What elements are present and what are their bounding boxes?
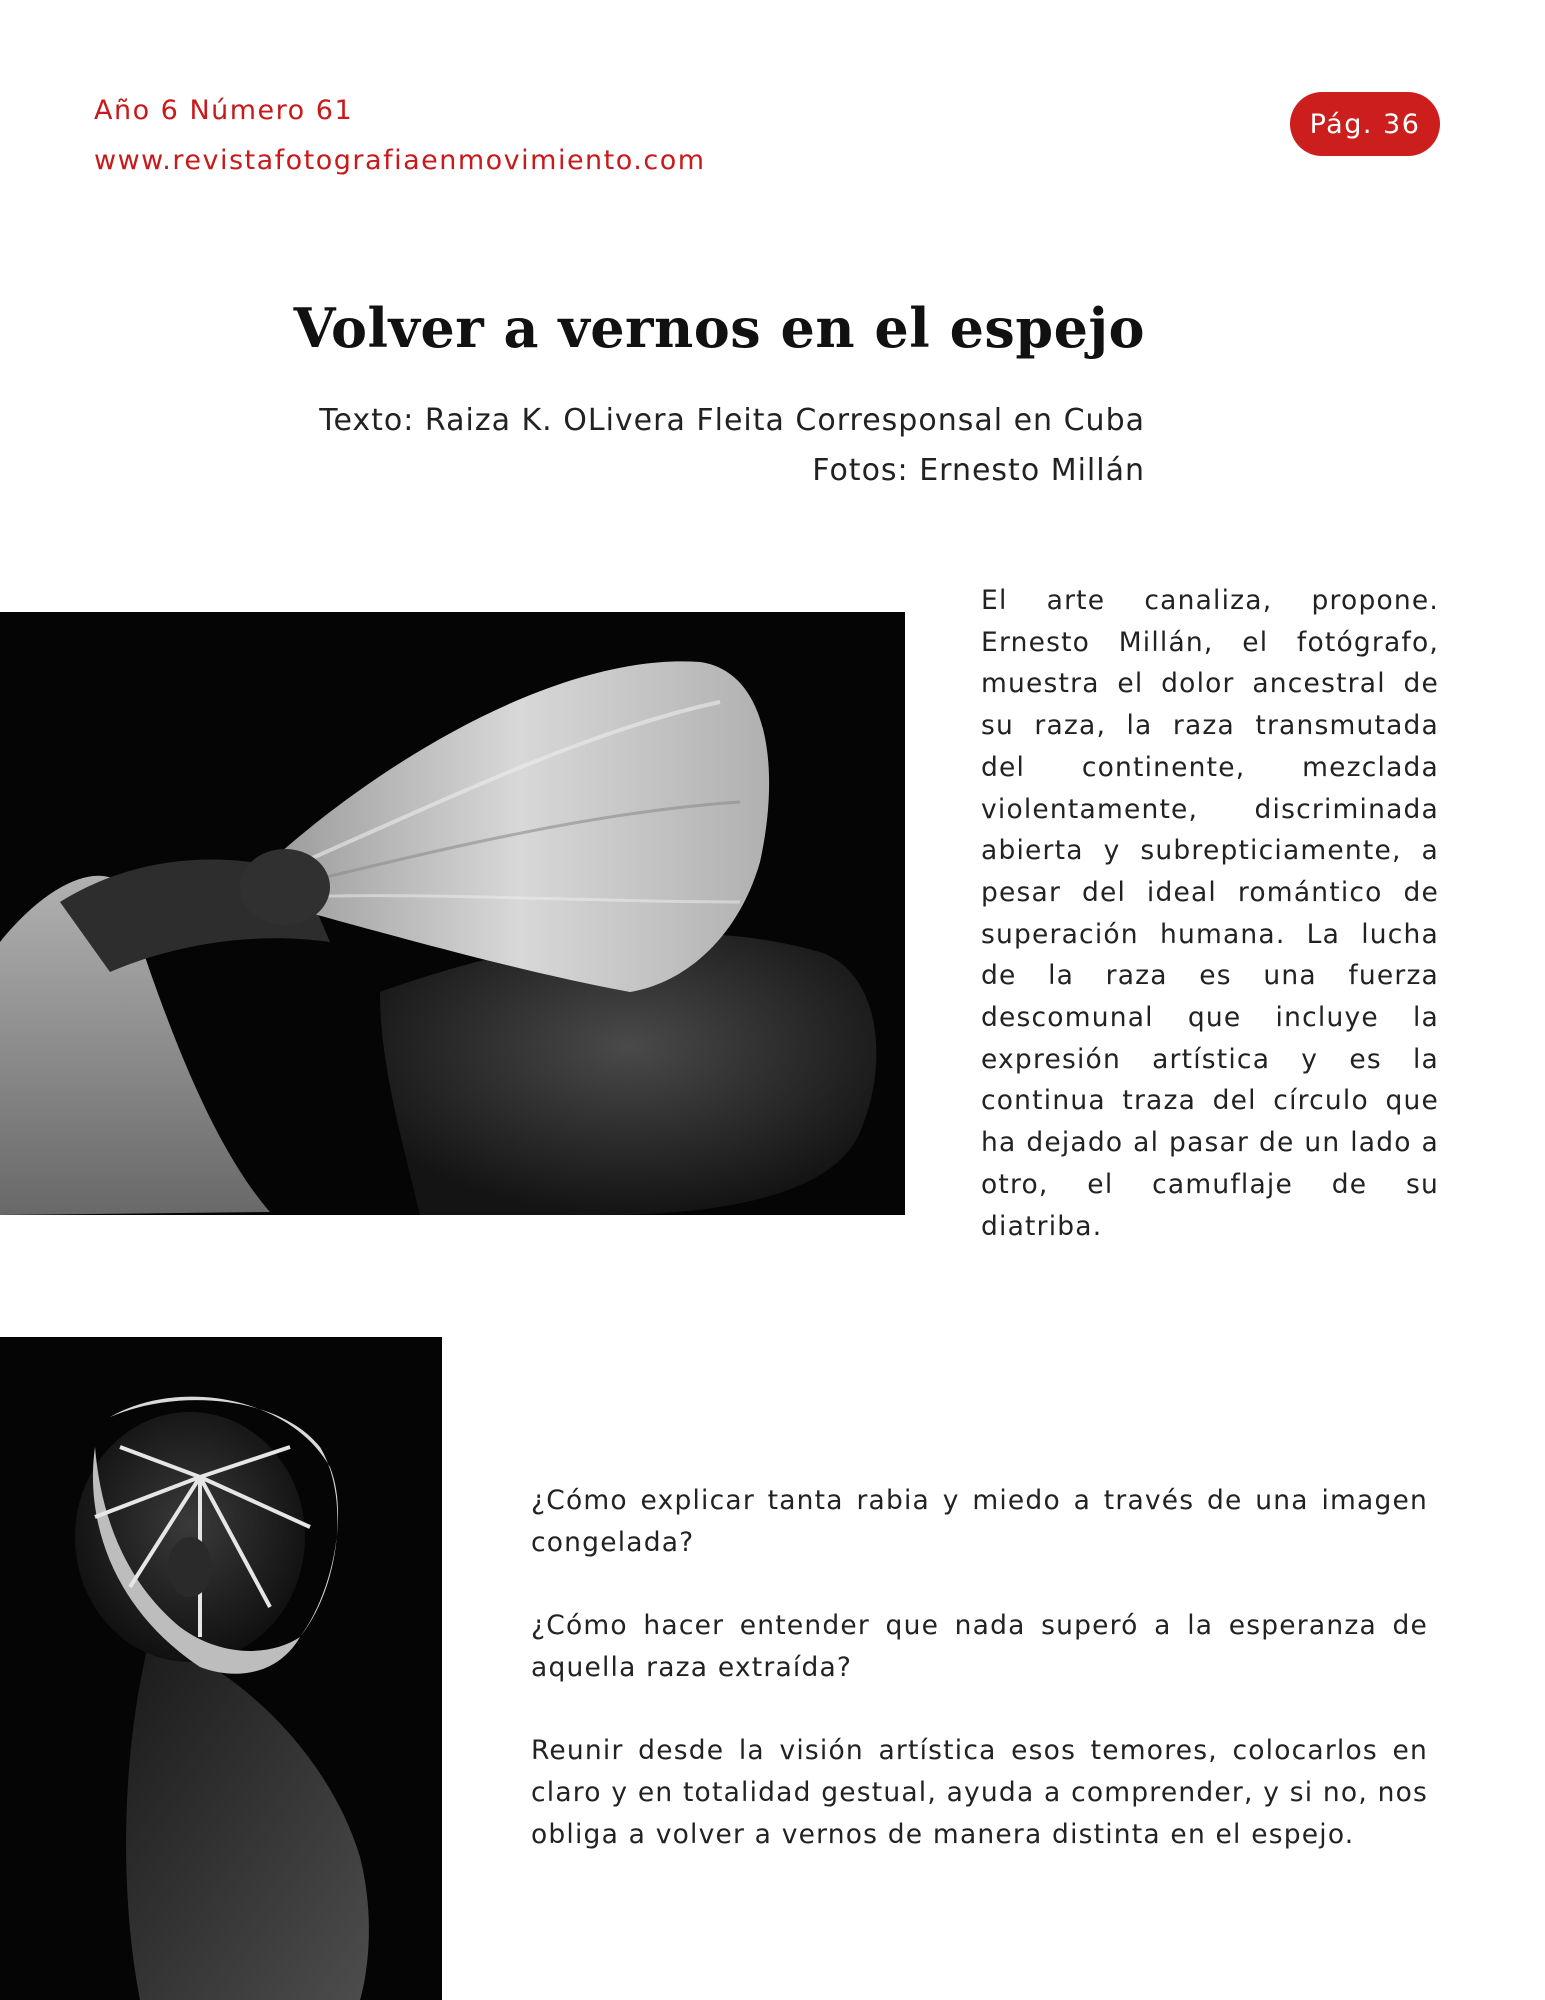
veiled-figure-illustration xyxy=(0,612,905,1215)
page-number: Pág. 36 xyxy=(1309,108,1421,140)
website-url[interactable]: www.revistafotografiaenmovimiento.com xyxy=(94,145,706,176)
paragraph-question-2: ¿Cómo hacer entender que nada superó a la esperanza de aquella raza extraída? xyxy=(531,1610,1428,1683)
photo-credit: Fotos: Ernesto Millán xyxy=(812,453,1145,488)
article-credits xyxy=(150,396,1145,496)
photo-masked-head xyxy=(0,1337,442,2000)
photo-veiled-figure xyxy=(0,612,905,1215)
masthead xyxy=(94,86,706,186)
paragraph-conclusion: Reunir desde la visión artística esos temores, colocarlos en claro y en totalidad gestual, ayuda a comprender, y si no, nos obliga a volver a vernos de manera distinta en el espejo. xyxy=(531,1735,1428,1850)
masked-head-illustration xyxy=(0,1337,442,2000)
article-title: Volver a vernos en el espejo xyxy=(293,296,1145,360)
issue-number: Año 6 Número 61 xyxy=(94,95,354,126)
paragraph-question-1: ¿Cómo explicar tanta rabia y miedo a través de una imagen congelada? xyxy=(531,1485,1428,1558)
paragraph-intro: El arte canaliza, propone. Ernesto Millán, el fotógrafo, muestra el dolor ancestral de su raza, la raza transmutada del continente, mezclada violentamente, discriminada abierta y subrepticiamente, a pesar del ideal romántico de superación humana. La lucha de la raza es una fuerza descomunal que incluye la expresión artística y es la continua traza del círculo que ha dejado al pasar de un lado a otro, el camuflaje de su diatriba. xyxy=(981,585,1439,1242)
text-credit: Texto: Raiza K. OLivera Fleita Corresponsal en Cuba xyxy=(319,403,1145,438)
article-body-bottom xyxy=(531,1480,1428,1897)
page-number-badge xyxy=(1290,92,1440,156)
